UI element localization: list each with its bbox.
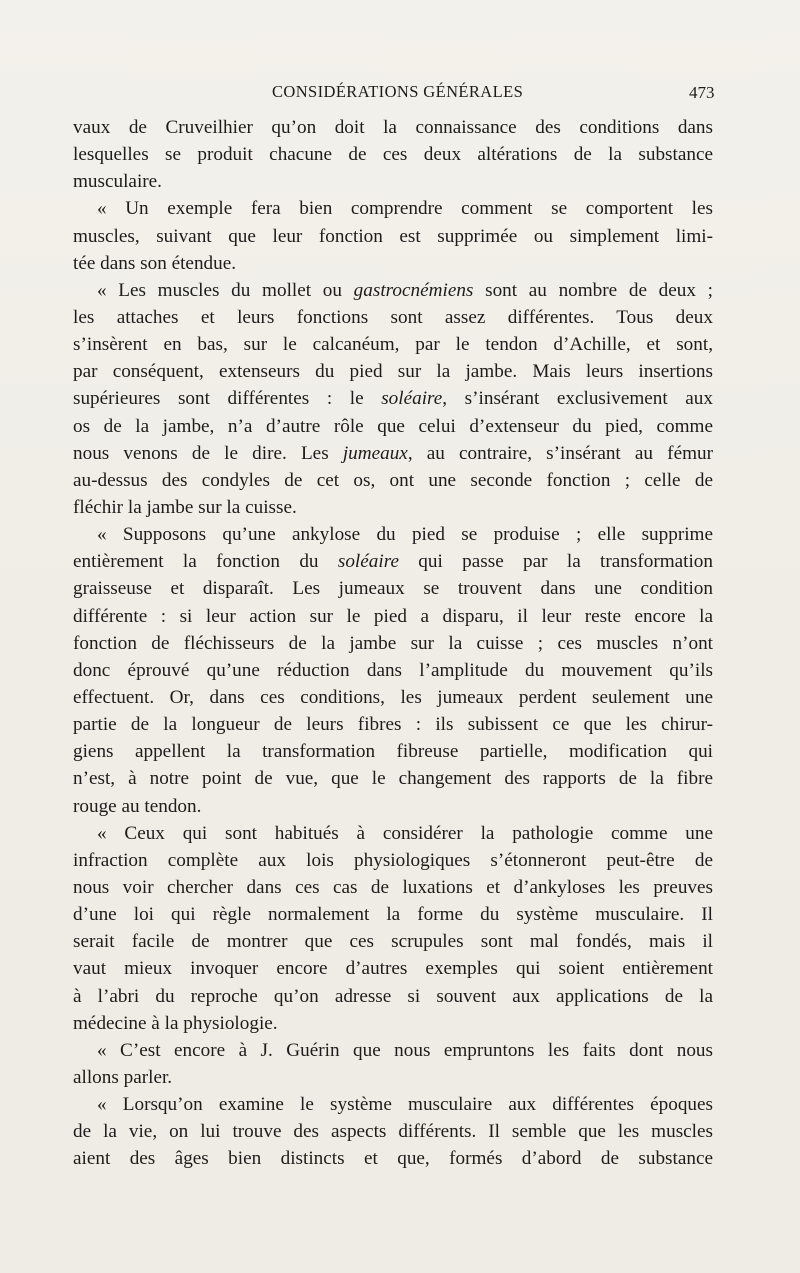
paragraph [73,1091,713,1172]
page-number: 473 [689,83,715,102]
italic-term: soléaire [337,551,399,573]
text-line: allons parler. [73,1066,173,1088]
text-line: rouge au tendon. [73,795,202,817]
text-line [73,277,713,304]
text-line: n’est, à notre point de vue, que le changement des rapports de la fibre [73,768,713,790]
paragraph [73,521,713,820]
text-line: aient des âges bien distincts et que, formés d’abord de substance [73,1148,713,1170]
text-line: par conséquent, extenseurs du pied sur la jambe. Mais leurs insertions [73,361,713,383]
text-line: d’une loi qui règle normalement la forme du système musculaire. Il [73,904,713,926]
text-line: à l’abri du reproche qu’on adresse si souvent aux applications de la [73,985,713,1007]
text-line: partie de la longueur de leurs fibres : ils subissent ce que les chirur- [73,714,713,736]
running-head [0,82,800,108]
text-line: giens appellent la transformation fibreuse partielle, modification qui [73,741,713,763]
paragraph [73,114,713,195]
text-line: « C’est encore à J. Guérin que nous empruntons les faits dont nous [97,1039,713,1061]
text-line: vaux de Cruveilhier qu’on doit la connaissance des conditions dans [73,117,713,138]
text-line: serait facile de montrer que ces scrupules sont mal fondés, mais il [73,931,713,953]
text-line [73,440,713,467]
text-line: vaut mieux invoquer encore d’autres exemples qui soient entièrement [73,958,713,980]
italic-term: gastrocnémiens [353,279,474,301]
text-line: « Lorsqu’on examine le système musculaire aux différentes époques [97,1094,713,1116]
text-line: tée dans son étendue. [73,252,237,274]
text-line: différente : si leur action sur le pied a disparu, il leur reste encore la [73,605,713,627]
text-run: entièrement la fonction du [73,551,338,573]
text-line: fléchir la jambe sur la cuisse. [73,496,297,518]
text-line [73,548,713,575]
text-line: « Ceux qui sont habitués à considérer la pathologie comme une [97,822,713,844]
paragraph [73,277,713,521]
text-line: graisseuse et disparaît. Les jumeaux se trouvent dans une condition [73,578,713,600]
running-title: CONSIDÉRATIONS GÉNÉRALES [272,82,524,101]
paragraph [73,820,713,1037]
text-line: os de la jambe, n’a d’autre rôle que celui d’extenseur du pied, comme [73,415,713,437]
paragraph [73,195,713,276]
text-run: nous venons de le dire. Les [73,442,343,464]
text-line: « Un exemple fera bien comprendre comment se comportent les [97,198,713,220]
text-line: « Supposons qu’une ankylose du pied se produise ; elle supprime [97,524,713,546]
text-run: sont au nombre de deux ; [473,279,713,301]
text-line: les attaches et leurs fonctions sont assez différentes. Tous deux [73,306,713,328]
text-line: nous voir chercher dans ces cas de luxations et d’ankyloses les preuves [73,876,713,898]
text-run: qui passe par la transformation [398,551,713,573]
text-line: effectuent. Or, dans ces conditions, les jumeaux perdent seulement une [73,686,713,708]
text-run: supérieures sont différentes : le [73,388,382,410]
text-line: médecine à la physiologie. [73,1012,278,1034]
text-run: , au contraire, s’insérant au fémur [407,442,713,464]
italic-term: soléaire [381,388,443,410]
italic-term: jumeaux [342,442,408,464]
body-text [73,114,713,1172]
text-line [73,385,713,412]
text-line: lesquelles se produit chacune de ces deux altérations de la substance [73,144,713,166]
text-line: musculaire. [73,171,162,193]
text-line: fonction de fléchisseurs de la jambe sur la cuisse ; ces muscles n’ont [73,632,713,654]
text-run: , s’insérant exclusivement aux [442,388,713,410]
text-line: au-dessus des condyles de cet os, ont une seconde fonction ; celle de [73,469,713,491]
paragraph [73,1037,713,1091]
text-line: infraction complète aux lois physiologiques s’étonneront peut-être de [73,849,713,871]
text-line: muscles, suivant que leur fonction est supprimée ou simplement limi- [73,225,713,247]
text-line: donc éprouvé qu’une réduction dans l’amplitude du mouvement qu’ils [73,659,713,681]
text-line: de la vie, on lui trouve des aspects différents. Il semble que les muscles [73,1121,713,1143]
text-run: « Les muscles du mollet ou [97,279,354,301]
text-line: s’insèrent en bas, sur le calcanéum, par le tendon d’Achille, et sont, [73,334,713,356]
